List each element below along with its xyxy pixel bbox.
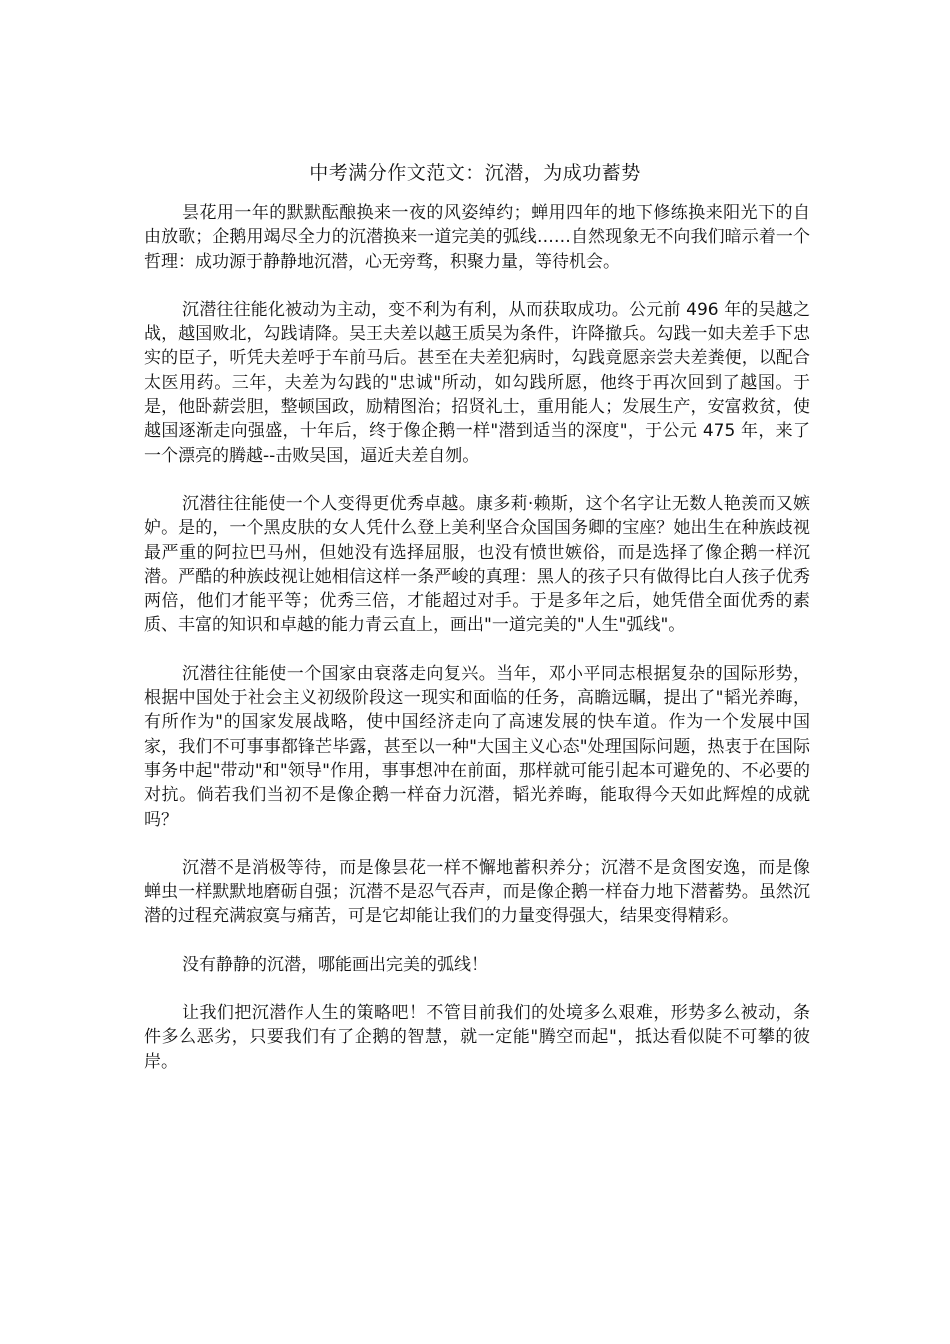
document-title: 中考满分作文范文：沉潜，为成功蓄势 xyxy=(309,162,641,184)
paragraph-meaning: 沉潜不是消极等待，而是像昙花一样不懈地蓄积养分；沉潜不是贪图安逸，而是像蝉虫一样默默地磨砺自强；沉潜不是忍气吞声，而是像企鹅一样奋力地下潜蓄势。虽然沉潜的过程充满寂寞与痛苦，可是它却能让我们的力量变得强大，结果变得精彩。 xyxy=(144,857,810,927)
paragraph-exclamation: 没有静静的沉潜，哪能画出完美的弧线！ xyxy=(182,954,488,975)
paragraph-china: 沉潜往往能使一个国家由衰落走向复兴。当年，邓小平同志根据复杂的国际形势，根据中国处于社会主义初级阶段这一现实和面临的任务，高瞻远瞩，提出了"韬光养晦，有所作为"的国家发展战略，使中国经济走向了高速发展的快车道。作为一个发展中国家，我们不可事事都锋芒毕露，甚至以一种"大国主义心态"处理国际问题，热衷于在国际事务中起"带动"和"领导"作用，事事想冲在前面，那样就可能引起本可避免的、不必要的对抗。倘若我们当初不是像企鹅一样奋力沉潜，韬光养晦，能取得今天如此辉煌的成就吗？ xyxy=(144,663,810,830)
paragraph-goujian: 沉潜往往能化被动为主动，变不利为有利，从而获取成功。公元前 496 年的吴越之战，越国败北，勾践请降。吴王夫差以越王质吴为条件，许降撤兵。勾践一如夫差手下忠实的臣子，听凭夫差呼于车前马后。甚至在夫差犯病时，勾践竟愿亲尝夫差粪便，以配合太医用药。三年，夫差为勾践的"忠诚"所动，如勾践所愿，他终于再次回到了越国。于是，他卧薪尝胆，整顿国政，励精图治；招贤礼士，重用能人；发展生产，安富救贫，使越国逐渐走向强盛，十年后，终于像企鹅一样"潜到适当的深度"，于公元 475 年，来了一个漂亮的腾越--击败吴国，逼近夫差自刎。 xyxy=(144,299,810,466)
paragraph-intro: 昙花用一年的默默酝酿换来一夜的风姿绰约；蝉用四年的地下修练换来阳光下的自由放歌；企鹅用竭尽全力的沉潜换来一道完美的弧线……自然现象无不向我们暗示着一个哲理：成功源于静静地沉潜，心无旁骛，积聚力量，等待机会。 xyxy=(144,203,810,272)
paragraph-conclusion: 让我们把沉潜作人生的策略吧！不管目前我们的处境多么艰难，形势多么被动，条件多么恶劣，只要我们有了企鹅的智慧，就一定能"腾空而起"，抵达看似陡不可攀的彼岸。 xyxy=(144,1003,810,1072)
paragraph-rice: 沉潜往往能使一个人变得更优秀卓越。康多莉·赖斯，这个名字让无数人艳羡而又嫉妒。是的，一个黑皮肤的女人凭什么登上美利坚合众国国务卿的宝座？她出生在种族歧视最严重的阿拉巴马州，但她没有选择屈服，也没有愤世嫉俗，而是选择了像企鹅一样沉潜。严酷的种族歧视让她相信这样一条严峻的真理：黑人的孩子只有做得比白人孩子优秀两倍，他们才能平等；优秀三倍，才能超过对手。于是多年之后，她凭借全面优秀的素质、丰富的知识和卓越的能力青云直上，画出"一道完美的"人生"弧线"。 xyxy=(144,493,810,636)
document-body xyxy=(144,201,810,1074)
